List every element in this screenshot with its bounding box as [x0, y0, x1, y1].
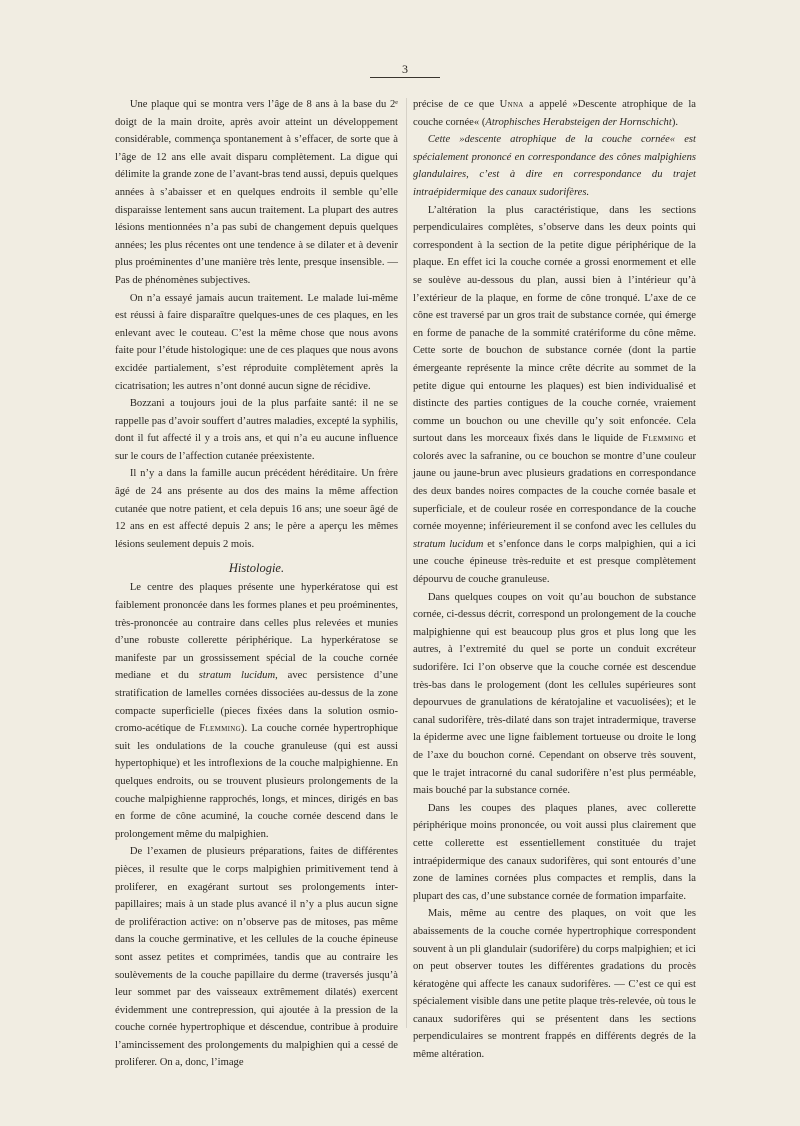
- text-run: ).: [671, 116, 678, 128]
- text-run: Le centre des plaques présente une hyperkératose qui est faiblement prononcée dans les formes planes et peu proéminentes, très-prononcée au contraire dans celles plus relevées et munies d’une robuste collerette périphérique. La hyperkératose se manifeste par un grossissement spécial de la couche cornée mediane et du: [115, 582, 398, 682]
- paragraph-treatment: On n’a essayé jamais aucun traitement. Le malade lui-même est réussi à faire disparaître quelques-unes de ces plaques, en les enlevant avec le couteau. C’est la même chose que nous avons faite pour l’étude histologique: une de ces plaques que nous avons excidée partialement, s’est réproduite complètement après la cicatrisation; les autres n’ont donné aucun signe de récidive.: [115, 292, 398, 392]
- paragraph-plaques-planes: Dans les coupes des plaques planes, avec collerette périphérique moins prononcée, ou voit aussi plus clairement que cette collerette est essentiellement constituée du trajet intraépidermique des canaux sudorifères, qui sont entourés d’une zone de lamines cornées plus compactes et remplis, dans la plupart des cas, d’une substance cornée de formation imparfaite.: [413, 802, 696, 902]
- paragraph-health: Bozzani a toujours joui de la plus parfaite santé: il ne se rappelle pas d’avoir souffert d’autres maladies, excepté la syphilis, dont il fut affecté il y a trois ans, et qui n’a eu aucune influence sur le cours de l’affection cutanée préexistente.: [115, 398, 398, 462]
- paragraph-malpighien: De l’examen de plusieurs préparations, faites de différentes pièces, il resulte que le corps malpighien primitivement tend à proliferer, en exagérant surtout ses prolongements inter-papillaires; mais à un stade plus avancé il n’y a plus aucun signe de proliféraction active: on n’observe pas de mitoses, pas même dans la couche germinative, et les cellules de la couche épineuse sont assez petites et comprimées, tandis que au contraire les soulèvements de la couche papillaire du derme (traversés jusqu’à leur sommet par des vaisseaux extrêmement dilatés) exercent évidemment une contrepression, qui ajoutée à la pression de la couche cornée hypertrophique et déscendue, contribue à produire l’amincissement des prolongements du malpighien qui a cessé de proliferer. On a, donc, l’image: [115, 846, 398, 1069]
- paragraph-bouchon: Dans quelques coupes on voit qu’au bouchon de substance cornée, ci-dessus décrit, correspond un prolongement de la couche malpighienne qui est beaucoup plus gros et plus long que les autres, à l’extremité du quel se porte un conduit excréteur sudorifère. Ici l’on observe que la couche cornée est descendue très-bas dans le prologement (dont les cellules supérieures sont depourvues de granulations de kératojaline et vacuolisées); et le canal sudorifère, très-dilaté dans son trajet intradermique, traverse la épiderme avec une ligne faiblement tortueuse ou droite le long de l’axe du bouchon corné. Cependant on observe très souvent, que le trajet intracorné du canal sudorifère n’est plus perméable, mais bouché par la substance cornée.: [413, 591, 696, 797]
- section-heading-histologie: Histologie.: [228, 561, 285, 576]
- text-run: a appelé »Descente atrophique de la couche cornée« (: [413, 99, 696, 128]
- text-run: et s’enfonce dans le corps malpighien, qui a ici une couche épineuse très-reduite et est presque complètement dépourvu de couche granuleuse.: [413, 538, 696, 586]
- italic-term: Atrophisches Herabsteigen der Hornschicht: [485, 116, 672, 128]
- paragraph-descente: [413, 96, 696, 131]
- author-name: Flemming: [642, 433, 684, 445]
- italic-term: stratum lucidum: [413, 538, 484, 550]
- text-run: , avec persistence d’une stratification de lamelles cornées dissociées au-dessus de la zone compacte superficielle (pieces fixées dans la solution osmio-cromo-acétique de: [115, 670, 398, 735]
- paragraph-family: Il n’y a dans la famille aucun précédent héréditaire. Un frère âgé de 24 ans présente au dos des mains la même affection cutanée que notre patient, et cela depuis 16 ans; une soeur âgé de 12 ans en est affecté depuis 2 ans; le père a aperçu les mêmes lésions seulement depuis 2 mois.: [115, 468, 398, 550]
- author-name: Unna: [499, 99, 524, 110]
- paragraph-plaque-history: Une plaque qui se montra vers l’âge de 8 ans à la base du 2ᵉ doigt de la main droite, après avoir atteint un développement considérable, commença spontanement à s’effacer, de sorte que à l’âge de 12 ans elle avait disparu complètement. La digue qui délimite la grande zone de l’avant-bras tend aussi, depuis quelques années à s’abaisser et en quelques endroits il semble qu’elle disparaisse lentement sans aucun traitement. La plupart des autres lésions mentionnées n’a pas subi de changement depuis quelques années; les plus récentes ont une tendence à se dilater et à devenir plus proéminentes d’une manière très lente, presque insensible. — Pas de phénomènes subjectives.: [115, 99, 398, 286]
- left-column: [115, 96, 398, 1072]
- right-column: [413, 96, 696, 1064]
- paragraph-alteration: [413, 202, 696, 589]
- page-number: 3: [370, 62, 440, 78]
- paragraph-hyperkeratose: [115, 579, 398, 843]
- author-name: Flemming: [199, 723, 241, 735]
- paragraph-centre-plaques: Mais, même au centre des plaques, on voit que les abaissements de la couche cornée hypertrophique correspondent souvent à un pli glandulair (sudorifère) du corps malpighien; et ici on peut observer toutes les différentes gradations du procès kératogène qui affecte les canaux sudorifères. — C’est ce qui est spécialement visible dans une petite plaque très-relevée, où tous le canaux sudorifères qui se présentent dans les sections perpendiculaires se montrent frappés en différents degrés de la même altération.: [413, 908, 696, 1061]
- text-run: et colorés avec la safranine, ou ce bouchon se montre d’une couleur jaune ou jaune-brun avec plusieurs gradations en correspondance des deux bandes noires compactes de la couche cornée basale et superficiale, et de couleur rosée en correspondance de la couche cornée moyenne; inférieurement il se confond avec les cellules du: [413, 433, 696, 533]
- italic-term: stratum lucidum: [198, 670, 276, 682]
- paragraph-descente-italic: Cette »descente atrophique de la couche cornée« est spécialement prononcé en correspondance des cônes malpighiens glandulaires, c’est à dire en correspondance du trajet intraépidermique des canaux sudorifères.: [413, 134, 696, 198]
- column-gutter: [406, 98, 407, 1028]
- text-run: L’altération la plus caractéristique, dans les sections perpendiculaires complètes, s’observe dans les deux points qui correspondent à la section de la petite digue périphérique de la plaque. En effet ici la couche cornée a grossi enormement et elle se soulève au-dessous du plan, aussi bien à l’intérieur qu’à l’extérieur de la plaque, en forme de cône tronqué. L’axe de ce cône est traversé par un gros trait de substance cornée, qui émerge en forme de panache de la sommité cratériforme du cône même. Cette sorte de bouchon de substance cornée (dont la partie émergeante représente la mince crête décrite au sommet de la petite digue qui entourne les plaques) est bien individualisé et distincte des parties contigues de la couche cornée, vraiement comme un bouchon ou une cheville qu’y soit enfoncée. Cela surtout dans les morceaux fixés dans le liquide de: [413, 204, 696, 445]
- text-run: ). La couche cornée hypertrophique suit les ondulations de la couche granuleuse (qui est aussi hypertophique) et les introflexions de la couche malpighienne. En quelques endroits, ou se trouvent plusieurs prolongements de la couche malpighienne rapprochés, longs, et minces, dirigés en bas en forme de cône acuminé, la couche cornée descend dans le prolongement même du malpighien.: [115, 723, 398, 840]
- text-run: précise de ce que: [413, 99, 500, 110]
